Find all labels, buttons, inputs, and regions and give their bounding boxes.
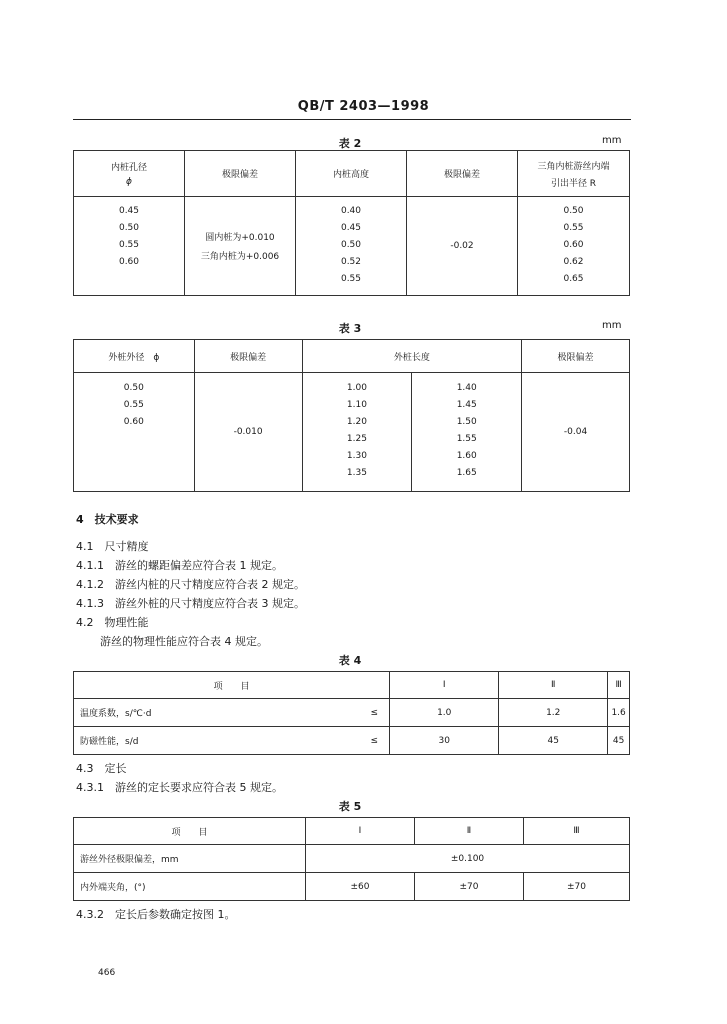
section-4-2-text: 游丝的物理性能应符合表 4 规定。	[100, 635, 268, 648]
table4-header-grade3: Ⅲ	[608, 672, 630, 699]
table4-row2-grade1: 30	[390, 727, 499, 755]
table4-caption: 表 4	[338, 654, 362, 667]
table5-row1-value: ±0.100	[306, 845, 630, 873]
table4-header-grade2: Ⅱ	[499, 672, 608, 699]
table5-row1-item: 游丝外径极限偏差，mm	[74, 845, 306, 873]
table4-header-item: 项 目	[74, 672, 390, 699]
section-4-3-2: 4.3.2 定长后参数确定按图 1。	[76, 908, 236, 921]
table2-header-radius: 三角内桩游丝内端 引出半径 R	[518, 151, 630, 197]
table2-header-hole: 内桩孔径 ϕ	[74, 151, 185, 197]
table5-header-grade2: Ⅱ	[415, 818, 524, 845]
table3-diameter-tolerance: -0.010	[194, 373, 302, 492]
table5-header-grade1: Ⅰ	[306, 818, 415, 845]
section-4-1-2: 4.1.2 游丝内桩的尺寸精度应符合表 2 规定。	[76, 578, 305, 591]
table5-caption: 表 5	[338, 800, 362, 813]
table3-header-length: 外桩长度	[302, 340, 522, 373]
table2-header-height: 内桩高度	[296, 151, 407, 197]
table3-lengths-col1: 1.00 1.10 1.20 1.25 1.30 1.35	[302, 373, 412, 492]
table-row	[74, 845, 630, 873]
table4-row2-grade3: 45	[608, 727, 630, 755]
section-4-1: 4.1 尺寸精度	[76, 540, 149, 553]
table4-row1-item: 温度系数，s/℃·d	[74, 699, 360, 727]
table2-heights: 0.40 0.45 0.50 0.52 0.55	[296, 197, 407, 296]
table-4	[73, 671, 630, 755]
section-4-3-1: 4.3.1 游丝的定长要求应符合表 5 规定。	[76, 781, 283, 794]
table-5	[73, 817, 630, 901]
table5-header-grade3: Ⅲ	[524, 818, 630, 845]
table3-length-tolerance: -0.04	[522, 373, 630, 492]
section-4-title: 4 技术要求	[76, 513, 139, 526]
table3-caption: 表 3	[338, 322, 362, 335]
table4-header-grade1: Ⅰ	[390, 672, 499, 699]
table4-row1-sign: ≤	[359, 699, 390, 727]
table5-header-item: 项 目	[74, 818, 306, 845]
table5-row2-item: 内外端夹角，(°)	[74, 873, 306, 901]
table3-lengths-col2: 1.40 1.45 1.50 1.55 1.60 1.65	[412, 373, 522, 492]
table2-diameter-tolerance: 圆内桩为+0.010 三角内桩为+0.006	[185, 197, 296, 296]
table4-row2-grade2: 45	[499, 727, 608, 755]
table-row	[74, 727, 630, 755]
table-row	[74, 873, 630, 901]
table5-row2-grade3: ±70	[524, 873, 630, 901]
table5-row2-grade2: ±70	[415, 873, 524, 901]
section-4-1-3: 4.1.3 游丝外桩的尺寸精度应符合表 3 规定。	[76, 597, 305, 610]
standard-number-header: QB/T 2403—1998	[297, 99, 430, 114]
table2-radii: 0.50 0.55 0.60 0.62 0.65	[518, 197, 630, 296]
table3-header-tolerance2: 极限偏差	[522, 340, 630, 373]
table2-header-tolerance2: 极限偏差	[407, 151, 518, 197]
page-number: 466	[98, 968, 116, 978]
table2-hole-diameters: 0.45 0.50 0.55 0.60	[74, 197, 185, 296]
table2-unit: mm	[602, 135, 622, 146]
table3-unit: mm	[602, 320, 622, 331]
table-2	[73, 150, 630, 296]
table4-row1-grade1: 1.0	[390, 699, 499, 727]
table-3	[73, 339, 630, 492]
table4-row1-grade2: 1.2	[499, 699, 608, 727]
section-4-2: 4.2 物理性能	[76, 616, 149, 629]
header-rule	[73, 119, 631, 120]
table4-row2-item: 防磁性能，s/d	[74, 727, 360, 755]
table3-header-tolerance1: 极限偏差	[194, 340, 302, 373]
table2-height-tolerance: -0.02	[407, 197, 518, 296]
table4-row1-grade3: 1.6	[608, 699, 630, 727]
section-4-1-1: 4.1.1 游丝的螺距偏差应符合表 1 规定。	[76, 559, 283, 572]
table5-row2-grade1: ±60	[306, 873, 415, 901]
table-row	[74, 699, 630, 727]
table4-row2-sign: ≤	[359, 727, 390, 755]
table3-diameters: 0.50 0.55 0.60	[74, 373, 195, 492]
table2-header-tolerance1: 极限偏差	[185, 151, 296, 197]
table3-header-diameter: 外桩外径 ϕ	[74, 340, 195, 373]
section-4-3: 4.3 定长	[76, 762, 127, 775]
table2-caption: 表 2	[338, 137, 362, 150]
